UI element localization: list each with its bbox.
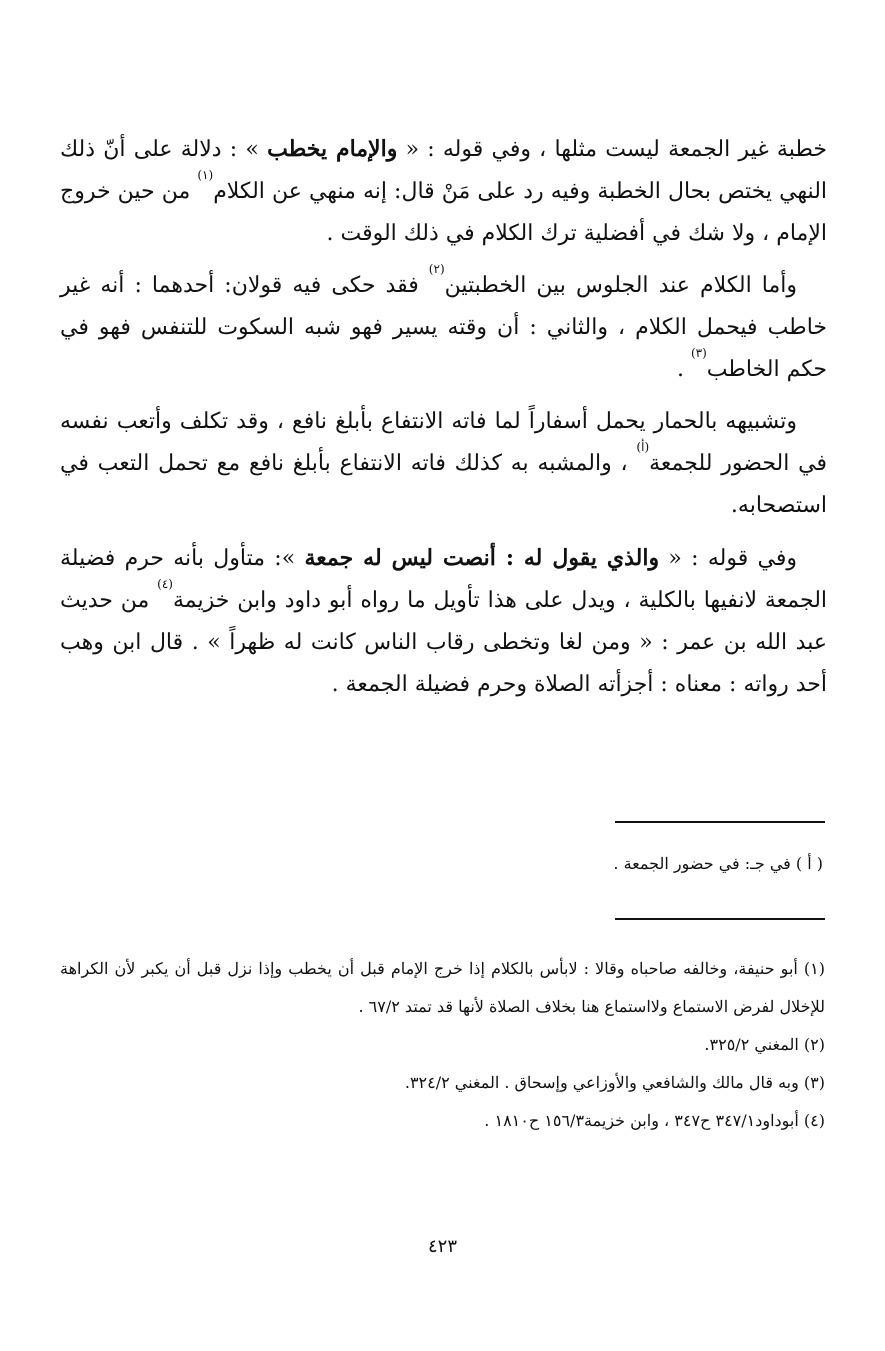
p1-quote: والإمام يخطب: [267, 136, 398, 162]
p4-text-a: وفي قوله : «: [659, 546, 797, 571]
footnote-2: (٢) المغني ٣٢٥/٢.: [704, 1035, 825, 1054]
p3-text-a: وتشبيهه بالحمار يحمل أسفاراً لما فاته الانتفاع بأبلغ نافع ، وقد تكلف وأتعب نفسه في الحضور للجمعة: [60, 409, 827, 476]
footnote-3: (٣) وبه قال مالك والشافعي والأوزاعي وإسحاق . المغني ٣٢٤/٢.: [404, 1073, 825, 1092]
p1-text-c: » : دلالة على أنّ ذلك النهي يختص بحال الخطبة وفيه رد على مَنْ قال: إنه منهي عن الكلام: [60, 137, 828, 204]
p2-text-b: فقد حكى فيه قولان: أحدهما : أنه غير خاطب فيحمل الكلام ، والثاني : أن وقته يسير فهو شبه السكوت للتنفس فهو في حكم الخاطب: [60, 273, 827, 382]
footnote-divider-bottom: [615, 918, 825, 920]
p1-text-a: خطبة غير الجمعة ليست مثلها ، وفي قوله : «: [397, 137, 828, 162]
footnote-ref-a: (أ): [636, 440, 650, 454]
footnote-ref-2: (٢): [428, 262, 445, 276]
page-number: ٤٢٣: [427, 1236, 457, 1257]
footnote-ref-3: (٣): [690, 346, 707, 360]
footnote-1: (١) أبو حنيفة، وخالفه صاحباه وقالا : لابأس بالكلام إذا خرج الإمام قبل أن يخطب وإذا نزل قبل أن يكبر لأن الكراهة للإخلال لفرض الاستماع ولااستماع هنا بخلاف الصلاة لأنها قد تمتد ٦٧/٢ .: [60, 959, 826, 1016]
p4-text-d: من حديث عبد الله بن عمر : « ومن لغا وتخطى رقاب الناس كانت له ظهراً » . قال ابن وهب أحد رواته : معناه : أجزأته الصلاة وحرم فضيلة الجمعة .: [60, 588, 827, 697]
footnote-ref-1: (١): [197, 168, 214, 182]
footnotes: [60, 950, 825, 1140]
p2-text-a: وأما الكلام عند الجلوس بين الخطبتين: [444, 273, 797, 298]
paragraph-2: [60, 262, 827, 391]
p2-text-c: .: [676, 357, 691, 382]
p1-text-d: من حين خروج الإمام ، ولا شك في أفضلية ترك الكلام في ذلك الوقت .: [60, 179, 827, 246]
footnote-divider-top: [615, 821, 825, 823]
paragraph-1: [60, 128, 827, 255]
footnote-4: (٤) أبوداود٣٤٧/١ ح٣٤٧ ، وابن خزيمة١٥٦/٣ ح١٨١٠ .: [484, 1111, 825, 1130]
p3-text-b: ، والمشبه به كذلك فاته الانتفاع بأبلغ نافع مع تحمل التعب في استصحابه.: [60, 451, 827, 518]
paragraph-3: [60, 401, 827, 527]
p4-quote: والذي يقول له : أنصت ليس له جمعة: [304, 545, 660, 571]
p4-text-c: »: متأول بأنه حرم فضيلة الجمعة لانفيها بالكلية ، ويدل على هذا تأويل ما رواه أبو داود وابن خزيمة: [60, 546, 828, 613]
paragraph-4: [60, 537, 827, 706]
footnote-ref-4: (٤): [157, 577, 173, 591]
main-text: [60, 128, 827, 706]
variant-note: ( أ ) في جـ: في حضور الجمعة .: [613, 854, 823, 873]
